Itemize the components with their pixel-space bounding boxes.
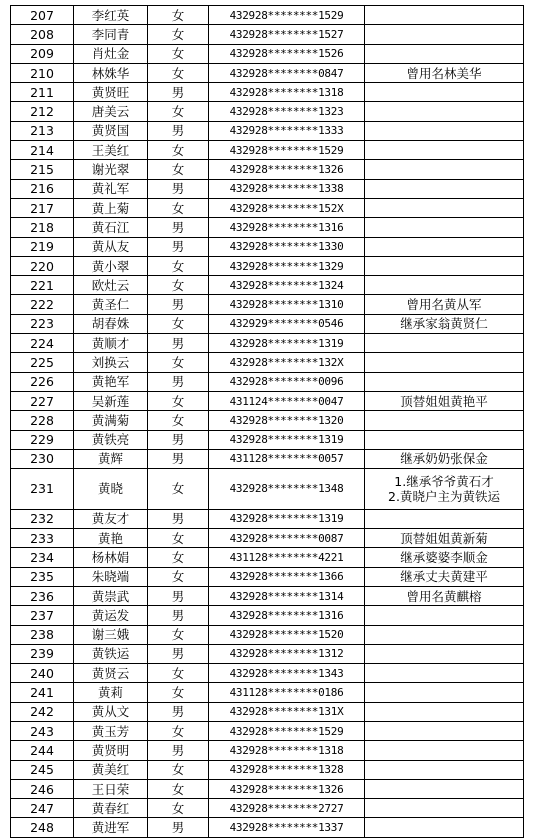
row-number-cell: 230: [11, 449, 74, 468]
gender-cell: 女: [148, 160, 209, 179]
row-number-cell: 238: [11, 625, 74, 644]
table-row: [11, 702, 524, 721]
id-number-cell: 432928********2727: [209, 799, 365, 818]
remark-cell: [365, 606, 524, 625]
remark-cell: [365, 741, 524, 760]
id-number-cell: 432928********1348: [209, 469, 365, 510]
remark-cell: [365, 218, 524, 237]
gender-cell: 男: [148, 586, 209, 605]
table-row: [11, 799, 524, 818]
remark-cell: [365, 411, 524, 430]
gender-cell: 男: [148, 741, 209, 760]
id-number-cell: 431128********4221: [209, 548, 365, 567]
row-number-cell: 241: [11, 683, 74, 702]
row-number-cell: 222: [11, 295, 74, 314]
remark-cell: [365, 276, 524, 295]
gender-cell: 男: [148, 218, 209, 237]
id-number-cell: 432928********1366: [209, 567, 365, 586]
name-cell: 谢光翠: [74, 160, 148, 179]
gender-cell: 女: [148, 469, 209, 510]
row-number-cell: 214: [11, 141, 74, 160]
row-number-cell: 234: [11, 548, 74, 567]
table-row: [11, 586, 524, 605]
row-number-cell: 237: [11, 606, 74, 625]
id-number-cell: 432928********1328: [209, 760, 365, 779]
table-row: [11, 83, 524, 102]
id-number-cell: 432928********1329: [209, 256, 365, 275]
row-number-cell: 235: [11, 567, 74, 586]
table-row: [11, 179, 524, 198]
table-row: [11, 25, 524, 44]
name-cell: 黄进军: [74, 818, 148, 837]
gender-cell: 女: [148, 779, 209, 798]
name-cell: 朱晓端: [74, 567, 148, 586]
table-row: [11, 218, 524, 237]
table-row: [11, 818, 524, 837]
table-row: [11, 529, 524, 548]
remark-cell: [365, 141, 524, 160]
name-cell: 黄艳: [74, 529, 148, 548]
id-number-cell: 432928********1338: [209, 179, 365, 198]
table-row: [11, 237, 524, 256]
gender-cell: 女: [148, 760, 209, 779]
id-number-cell: 432928********1529: [209, 721, 365, 740]
id-number-cell: 432928********1323: [209, 102, 365, 121]
gender-cell: 女: [148, 391, 209, 410]
gender-cell: 女: [148, 625, 209, 644]
table-row: [11, 721, 524, 740]
remark-cell: [365, 760, 524, 779]
table-row: [11, 63, 524, 82]
id-number-cell: 432928********1312: [209, 644, 365, 663]
id-number-cell: 432928********1316: [209, 606, 365, 625]
gender-cell: 男: [148, 372, 209, 391]
remark-cell: [365, 469, 524, 510]
gender-cell: 女: [148, 721, 209, 740]
remark-cell: 继承奶奶张保金: [365, 449, 524, 468]
remark-cell: [365, 237, 524, 256]
row-number-cell: 236: [11, 586, 74, 605]
name-cell: 黄上菊: [74, 198, 148, 217]
gender-cell: 女: [148, 548, 209, 567]
remark-cell: [365, 102, 524, 121]
gender-cell: 女: [148, 256, 209, 275]
name-cell: 王日荣: [74, 779, 148, 798]
gender-cell: 女: [148, 411, 209, 430]
name-cell: 唐美云: [74, 102, 148, 121]
remark-cell: [365, 683, 524, 702]
row-number-cell: 239: [11, 644, 74, 663]
id-number-cell: 431128********0057: [209, 449, 365, 468]
table-row: [11, 664, 524, 683]
roster-table-body: [11, 6, 524, 838]
id-number-cell: 432928********0096: [209, 372, 365, 391]
remark-cell: [365, 799, 524, 818]
remark-line: 2.黄晓户主为黄铁运: [388, 488, 500, 504]
name-cell: 黄贤云: [74, 664, 148, 683]
table-row: [11, 567, 524, 586]
row-number-cell: 223: [11, 314, 74, 333]
table-row: [11, 625, 524, 644]
table-row: [11, 295, 524, 314]
id-number-cell: 432928********1318: [209, 741, 365, 760]
gender-cell: 女: [148, 683, 209, 702]
row-number-cell: 207: [11, 6, 74, 25]
row-number-cell: 245: [11, 760, 74, 779]
table-row: [11, 372, 524, 391]
table-row: [11, 6, 524, 25]
id-number-cell: 432928********131X: [209, 702, 365, 721]
name-cell: 黄美红: [74, 760, 148, 779]
remark-cell: [365, 818, 524, 837]
row-number-cell: 246: [11, 779, 74, 798]
name-cell: 黄从友: [74, 237, 148, 256]
row-number-cell: 229: [11, 430, 74, 449]
remark-cell: 顶替姐姐黄新菊: [365, 529, 524, 548]
table-row: [11, 160, 524, 179]
id-number-cell: 431124********0047: [209, 391, 365, 410]
remark-cell: [365, 721, 524, 740]
remark-cell: [365, 702, 524, 721]
remark-cell: [365, 664, 524, 683]
row-number-cell: 219: [11, 237, 74, 256]
remark-cell: [365, 256, 524, 275]
remark-cell: [365, 179, 524, 198]
table-row: [11, 102, 524, 121]
id-number-cell: 432928********1318: [209, 83, 365, 102]
id-number-cell: 432928********1324: [209, 276, 365, 295]
row-number-cell: 243: [11, 721, 74, 740]
gender-cell: 男: [148, 644, 209, 663]
row-number-cell: 213: [11, 121, 74, 140]
gender-cell: 男: [148, 606, 209, 625]
row-number-cell: 224: [11, 334, 74, 353]
remark-line: 1.继承爷爷黄石才: [394, 473, 494, 489]
row-number-cell: 225: [11, 353, 74, 372]
id-number-cell: 432928********0087: [209, 529, 365, 548]
id-number-cell: 432929********0546: [209, 314, 365, 333]
remark-cell: [365, 509, 524, 528]
table-row: [11, 683, 524, 702]
name-cell: 黄春红: [74, 799, 148, 818]
remark-cell: [365, 353, 524, 372]
row-number-cell: 242: [11, 702, 74, 721]
row-number-cell: 248: [11, 818, 74, 837]
id-number-cell: 432928********1319: [209, 430, 365, 449]
row-number-cell: 212: [11, 102, 74, 121]
name-cell: 黄石江: [74, 218, 148, 237]
remark-cell: 继承家翁黄贤仁: [365, 314, 524, 333]
name-cell: 黄从文: [74, 702, 148, 721]
row-number-cell: 211: [11, 83, 74, 102]
row-number-cell: 216: [11, 179, 74, 198]
row-number-cell: 218: [11, 218, 74, 237]
row-number-cell: 209: [11, 44, 74, 63]
row-number-cell: 221: [11, 276, 74, 295]
id-number-cell: 432928********1527: [209, 25, 365, 44]
gender-cell: 女: [148, 276, 209, 295]
remark-cell: [365, 430, 524, 449]
gender-cell: 女: [148, 141, 209, 160]
gender-cell: 女: [148, 102, 209, 121]
table-row: [11, 276, 524, 295]
row-number-cell: 208: [11, 25, 74, 44]
remark-cell: 曾用名黄麒榕: [365, 586, 524, 605]
name-cell: 黄贤国: [74, 121, 148, 140]
gender-cell: 男: [148, 430, 209, 449]
gender-cell: 男: [148, 179, 209, 198]
id-number-cell: 432928********1333: [209, 121, 365, 140]
name-cell: 黄铁亮: [74, 430, 148, 449]
name-cell: 黄友才: [74, 509, 148, 528]
remark-cell: [365, 83, 524, 102]
gender-cell: 男: [148, 449, 209, 468]
table-row: [11, 391, 524, 410]
row-number-cell: 220: [11, 256, 74, 275]
remark-cell: [365, 198, 524, 217]
gender-cell: 女: [148, 664, 209, 683]
id-number-cell: 432928********1319: [209, 334, 365, 353]
gender-cell: 女: [148, 529, 209, 548]
remark-cell: [365, 372, 524, 391]
row-number-cell: 215: [11, 160, 74, 179]
name-cell: 黄玉芳: [74, 721, 148, 740]
name-cell: 黄小翠: [74, 256, 148, 275]
table-row: [11, 760, 524, 779]
remark-cell: [365, 334, 524, 353]
name-cell: 吴新莲: [74, 391, 148, 410]
remark-cell: [365, 44, 524, 63]
row-number-cell: 247: [11, 799, 74, 818]
table-row: [11, 121, 524, 140]
id-number-cell: 432928********1326: [209, 779, 365, 798]
gender-cell: 女: [148, 25, 209, 44]
gender-cell: 男: [148, 121, 209, 140]
table-row: [11, 779, 524, 798]
gender-cell: 男: [148, 237, 209, 256]
gender-cell: 女: [148, 353, 209, 372]
id-number-cell: 432928********152X: [209, 198, 365, 217]
gender-cell: 男: [148, 509, 209, 528]
id-number-cell: 432928********0847: [209, 63, 365, 82]
id-number-cell: 432928********1320: [209, 411, 365, 430]
name-cell: 李同青: [74, 25, 148, 44]
id-number-cell: 432928********1326: [209, 160, 365, 179]
gender-cell: 男: [148, 818, 209, 837]
name-cell: 林姝华: [74, 63, 148, 82]
table-row: [11, 256, 524, 275]
remark-cell: 曾用名黄从军: [365, 295, 524, 314]
name-cell: 黄铁运: [74, 644, 148, 663]
name-cell: 黄圣仁: [74, 295, 148, 314]
table-row: [11, 411, 524, 430]
name-cell: 黄满菊: [74, 411, 148, 430]
id-number-cell: 432928********1316: [209, 218, 365, 237]
id-number-cell: 432928********1330: [209, 237, 365, 256]
table-row: [11, 198, 524, 217]
gender-cell: 女: [148, 314, 209, 333]
name-cell: 黄晓: [74, 469, 148, 510]
name-cell: 刘换云: [74, 353, 148, 372]
remark-cell: [365, 25, 524, 44]
id-number-cell: 432928********1319: [209, 509, 365, 528]
name-cell: 黄礼军: [74, 179, 148, 198]
row-number-cell: 228: [11, 411, 74, 430]
gender-cell: 女: [148, 198, 209, 217]
gender-cell: 男: [148, 83, 209, 102]
id-number-cell: 432928********1343: [209, 664, 365, 683]
row-number-cell: 227: [11, 391, 74, 410]
gender-cell: 女: [148, 63, 209, 82]
id-number-cell: 432928********1520: [209, 625, 365, 644]
row-number-cell: 233: [11, 529, 74, 548]
gender-cell: 女: [148, 799, 209, 818]
row-number-cell: 231: [11, 469, 74, 510]
row-number-cell: 244: [11, 741, 74, 760]
table-row: [11, 353, 524, 372]
row-number-cell: 210: [11, 63, 74, 82]
remark-cell: 继承婆婆李顺金: [365, 548, 524, 567]
name-cell: 黄运发: [74, 606, 148, 625]
remark-cell: [365, 644, 524, 663]
remark-cell: [365, 160, 524, 179]
name-cell: 胡春姝: [74, 314, 148, 333]
name-cell: 黄顺才: [74, 334, 148, 353]
row-number-cell: 217: [11, 198, 74, 217]
remark-cell: 继承丈夫黄建平: [365, 567, 524, 586]
id-number-cell: 432928********1526: [209, 44, 365, 63]
gender-cell: 女: [148, 567, 209, 586]
name-cell: 黄莉: [74, 683, 148, 702]
name-cell: 黄崇武: [74, 586, 148, 605]
name-cell: 李红英: [74, 6, 148, 25]
remark-cell: [365, 6, 524, 25]
name-cell: 黄贤明: [74, 741, 148, 760]
gender-cell: 男: [148, 334, 209, 353]
table-row: [11, 449, 524, 468]
id-number-cell: 432928********1310: [209, 295, 365, 314]
table-row: [11, 644, 524, 663]
row-number-cell: 226: [11, 372, 74, 391]
table-row: [11, 141, 524, 160]
id-number-cell: 432928********1529: [209, 141, 365, 160]
name-cell: 黄贤旺: [74, 83, 148, 102]
row-number-cell: 240: [11, 664, 74, 683]
remark-cell: [365, 625, 524, 644]
gender-cell: 男: [148, 702, 209, 721]
remark-cell: 顶替姐姐黄艳平: [365, 391, 524, 410]
remark-cell: [365, 779, 524, 798]
id-number-cell: 432928********132X: [209, 353, 365, 372]
name-cell: 王美红: [74, 141, 148, 160]
id-number-cell: 432928********1314: [209, 586, 365, 605]
id-number-cell: 432928********1529: [209, 6, 365, 25]
table-row: [11, 741, 524, 760]
gender-cell: 女: [148, 44, 209, 63]
name-cell: 谢三娥: [74, 625, 148, 644]
name-cell: 黄艳军: [74, 372, 148, 391]
name-cell: 黄辉: [74, 449, 148, 468]
name-cell: 杨林娟: [74, 548, 148, 567]
row-number-cell: 232: [11, 509, 74, 528]
table-row: [11, 469, 524, 510]
remark-cell: [365, 121, 524, 140]
table-row: [11, 314, 524, 333]
name-cell: 肖灶金: [74, 44, 148, 63]
gender-cell: 女: [148, 6, 209, 25]
table-row: [11, 606, 524, 625]
roster-table: [10, 5, 524, 838]
table-row: [11, 509, 524, 528]
table-row: [11, 334, 524, 353]
remark-cell: 曾用名林美华: [365, 63, 524, 82]
table-row: [11, 44, 524, 63]
table-row: [11, 430, 524, 449]
gender-cell: 男: [148, 295, 209, 314]
table-row: [11, 548, 524, 567]
id-number-cell: 431128********0186: [209, 683, 365, 702]
id-number-cell: 432928********1337: [209, 818, 365, 837]
name-cell: 欧灶云: [74, 276, 148, 295]
